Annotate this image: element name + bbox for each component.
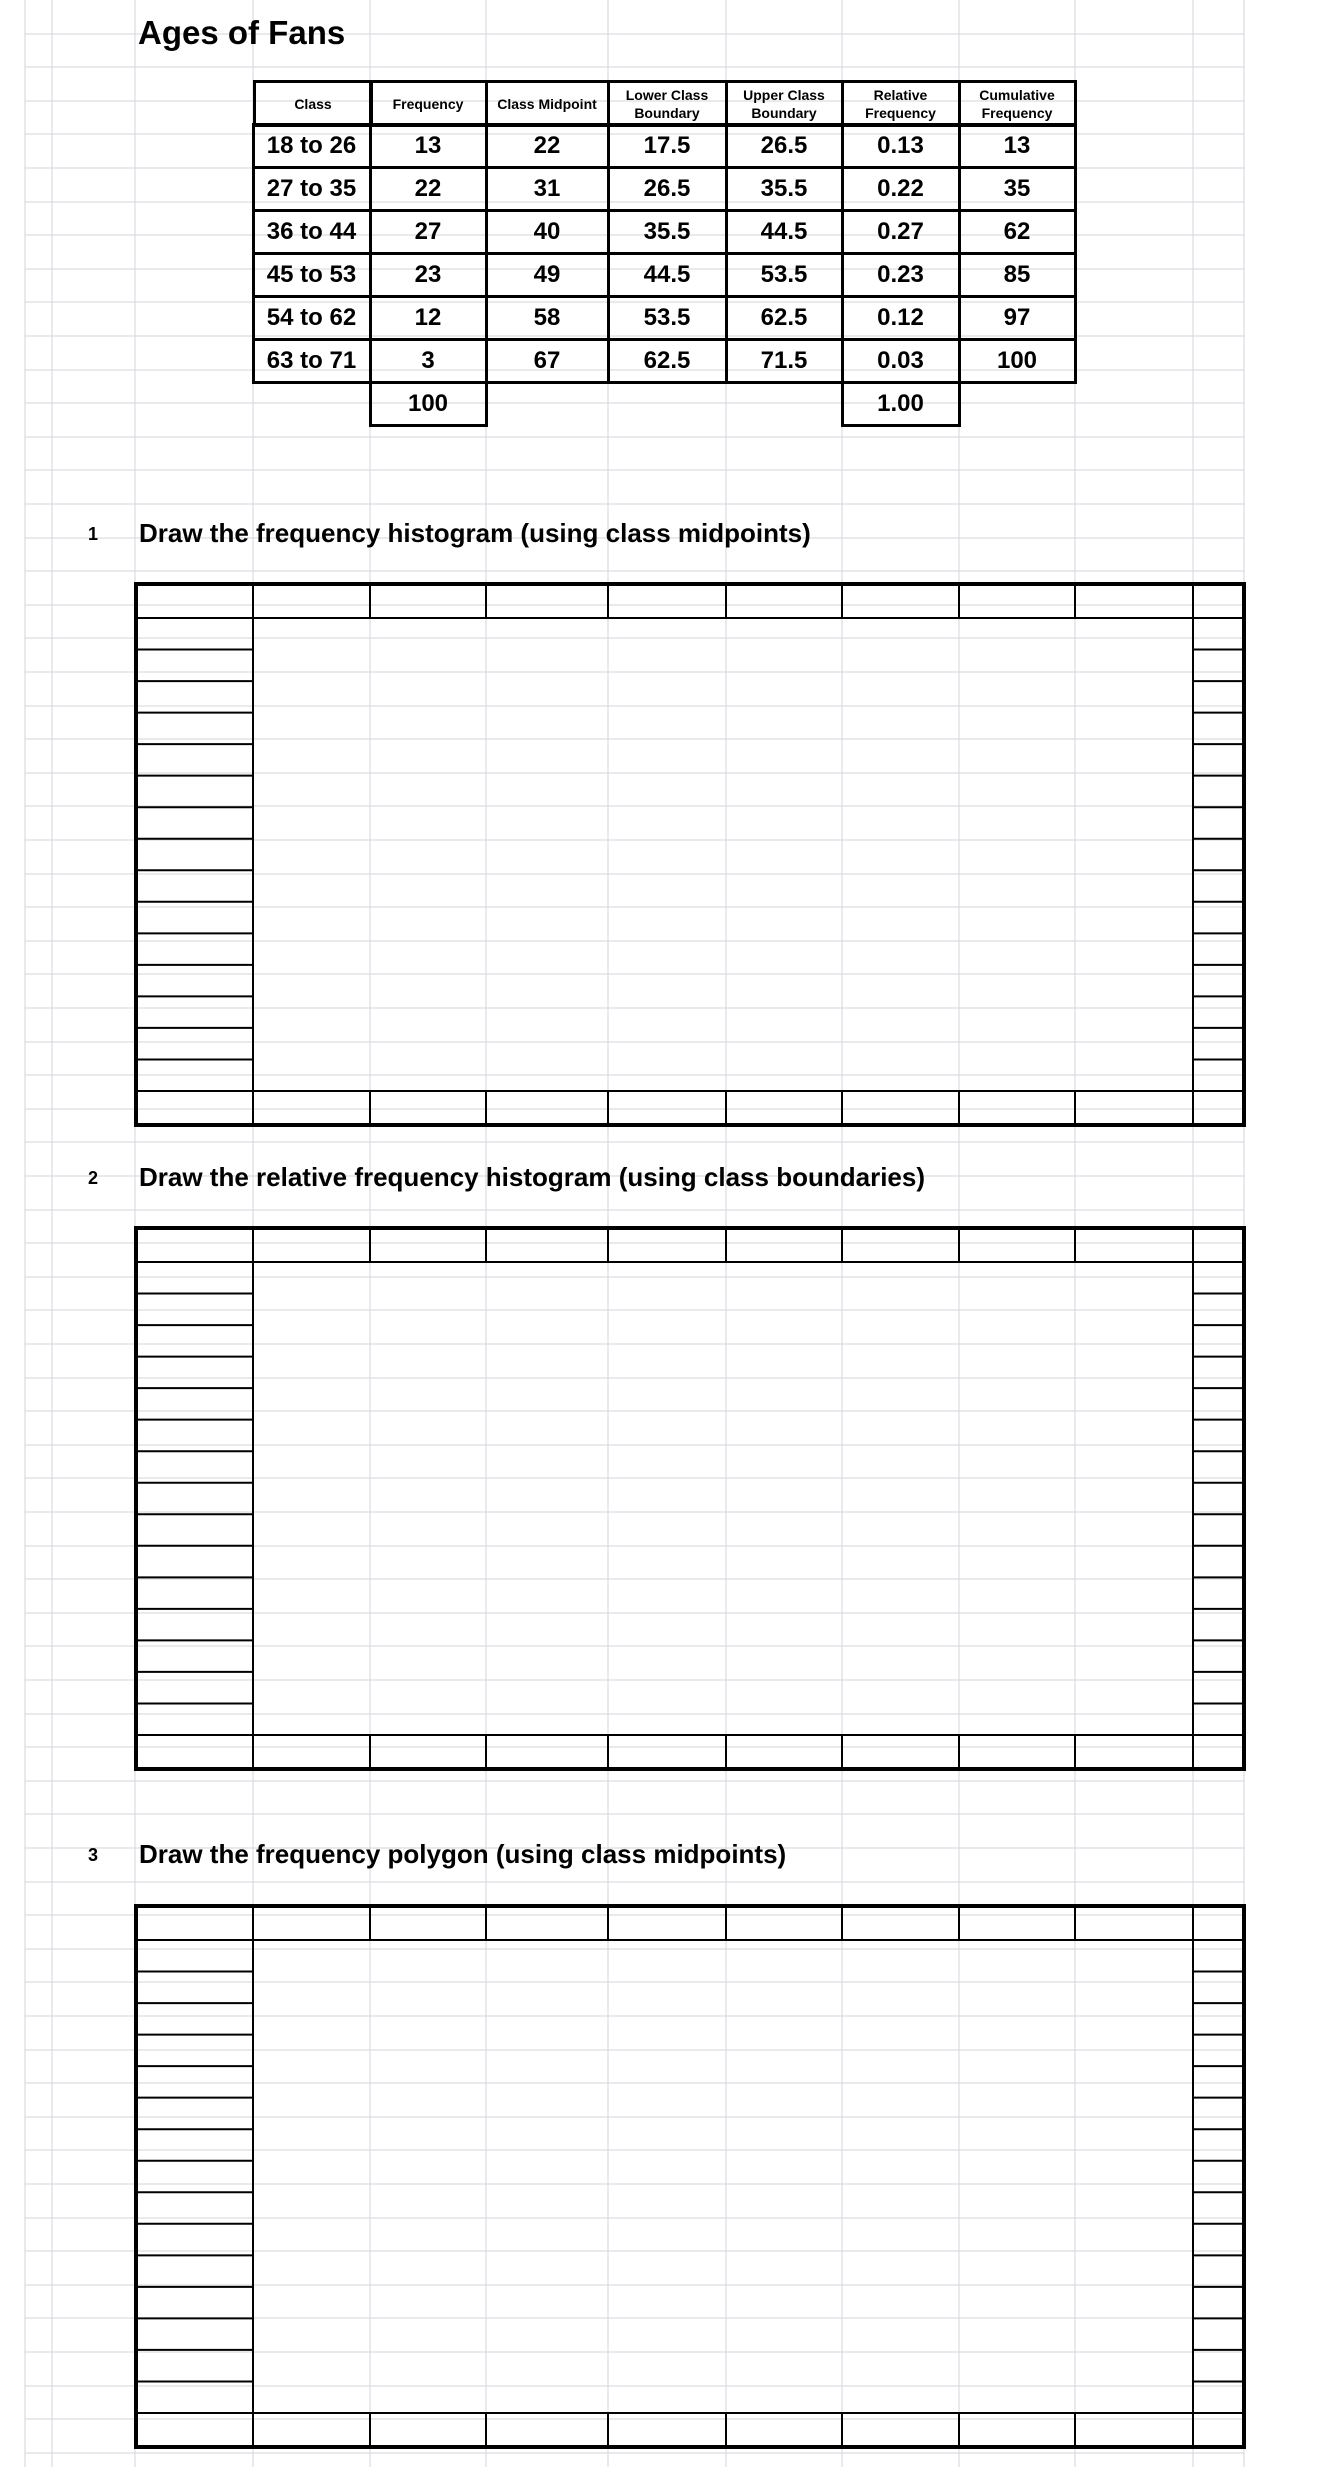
table-header-cell[interactable]: Cumulative Frequency (958, 80, 1077, 127)
table-cell[interactable]: 35.5 (607, 209, 728, 255)
graph-grid-3[interactable] (132, 1902, 1248, 2451)
table-cell[interactable]: 35.5 (725, 166, 844, 212)
table-cell[interactable]: 44.5 (725, 209, 844, 255)
table-header-cell[interactable]: Relative Frequency (841, 80, 961, 127)
table-cell[interactable]: 100 (958, 338, 1077, 384)
table-cell[interactable]: 0.13 (841, 123, 961, 169)
table-cell[interactable]: 31 (485, 166, 610, 212)
table-cell[interactable]: 63 to 71 (252, 338, 372, 384)
relative-frequency-total-cell[interactable]: 1.00 (841, 381, 961, 427)
table-cell[interactable]: 22 (485, 123, 610, 169)
table-header-cell[interactable]: Lower Class Boundary (607, 80, 728, 127)
table-cell[interactable]: 17.5 (607, 123, 728, 169)
question-2-number: 2 (88, 1168, 99, 1188)
table-cell[interactable]: 26.5 (725, 123, 844, 169)
table-cell[interactable]: 13 (369, 123, 488, 169)
table-cell[interactable]: 54 to 62 (252, 295, 372, 341)
table-cell[interactable]: 13 (958, 123, 1077, 169)
table-cell[interactable]: 0.22 (841, 166, 961, 212)
table-cell[interactable]: 0.23 (841, 252, 961, 298)
table-cell[interactable]: 53.5 (725, 252, 844, 298)
table-cell[interactable]: 44.5 (607, 252, 728, 298)
table-cell[interactable]: 62.5 (725, 295, 844, 341)
table-header-cell[interactable]: Upper Class Boundary (725, 80, 844, 127)
table-cell[interactable]: 35 (958, 166, 1077, 212)
table-cell[interactable]: 71.5 (725, 338, 844, 384)
table-cell[interactable]: 18 to 26 (252, 123, 372, 169)
question-3-number: 3 (88, 1845, 99, 1865)
table-cell[interactable]: 97 (958, 295, 1077, 341)
question-1-number: 1 (88, 524, 99, 544)
table-cell[interactable]: 62.5 (607, 338, 728, 384)
table-cell[interactable]: 53.5 (607, 295, 728, 341)
table-cell[interactable]: 40 (485, 209, 610, 255)
table-cell[interactable]: 85 (958, 252, 1077, 298)
sheet-title: Ages of Fans (138, 14, 346, 51)
table-cell[interactable]: 27 (369, 209, 488, 255)
table-header-cell[interactable]: Class (253, 80, 373, 127)
table-cell[interactable]: 26.5 (607, 166, 728, 212)
table-cell[interactable]: 12 (369, 295, 488, 341)
table-cell[interactable]: 0.12 (841, 295, 961, 341)
question-2-text: Draw the relative frequency histogram (using class boundaries) (139, 1162, 925, 1192)
question-1-text: Draw the frequency histogram (using class midpoints) (139, 518, 811, 548)
question-3-text: Draw the frequency polygon (using class midpoints) (139, 1839, 787, 1869)
table-cell[interactable]: 49 (485, 252, 610, 298)
table-cell[interactable]: 45 to 53 (252, 252, 372, 298)
table-cell[interactable]: 22 (369, 166, 488, 212)
table-cell[interactable]: 23 (369, 252, 488, 298)
table-cell[interactable]: 58 (485, 295, 610, 341)
table-cell[interactable]: 0.27 (841, 209, 961, 255)
table-header-cell[interactable]: Class Midpoint (485, 80, 610, 127)
table-cell[interactable]: 3 (369, 338, 488, 384)
graph-grid-1[interactable] (132, 580, 1248, 1129)
table-cell[interactable]: 27 to 35 (252, 166, 372, 212)
table-cell[interactable]: 62 (958, 209, 1077, 255)
table-header-cell[interactable]: Frequency (369, 80, 488, 127)
table-cell[interactable]: 36 to 44 (252, 209, 372, 255)
table-cell[interactable]: 67 (485, 338, 610, 384)
frequency-total-cell[interactable]: 100 (369, 381, 488, 427)
table-cell[interactable]: 0.03 (841, 338, 961, 384)
graph-grid-2[interactable] (132, 1224, 1248, 1773)
